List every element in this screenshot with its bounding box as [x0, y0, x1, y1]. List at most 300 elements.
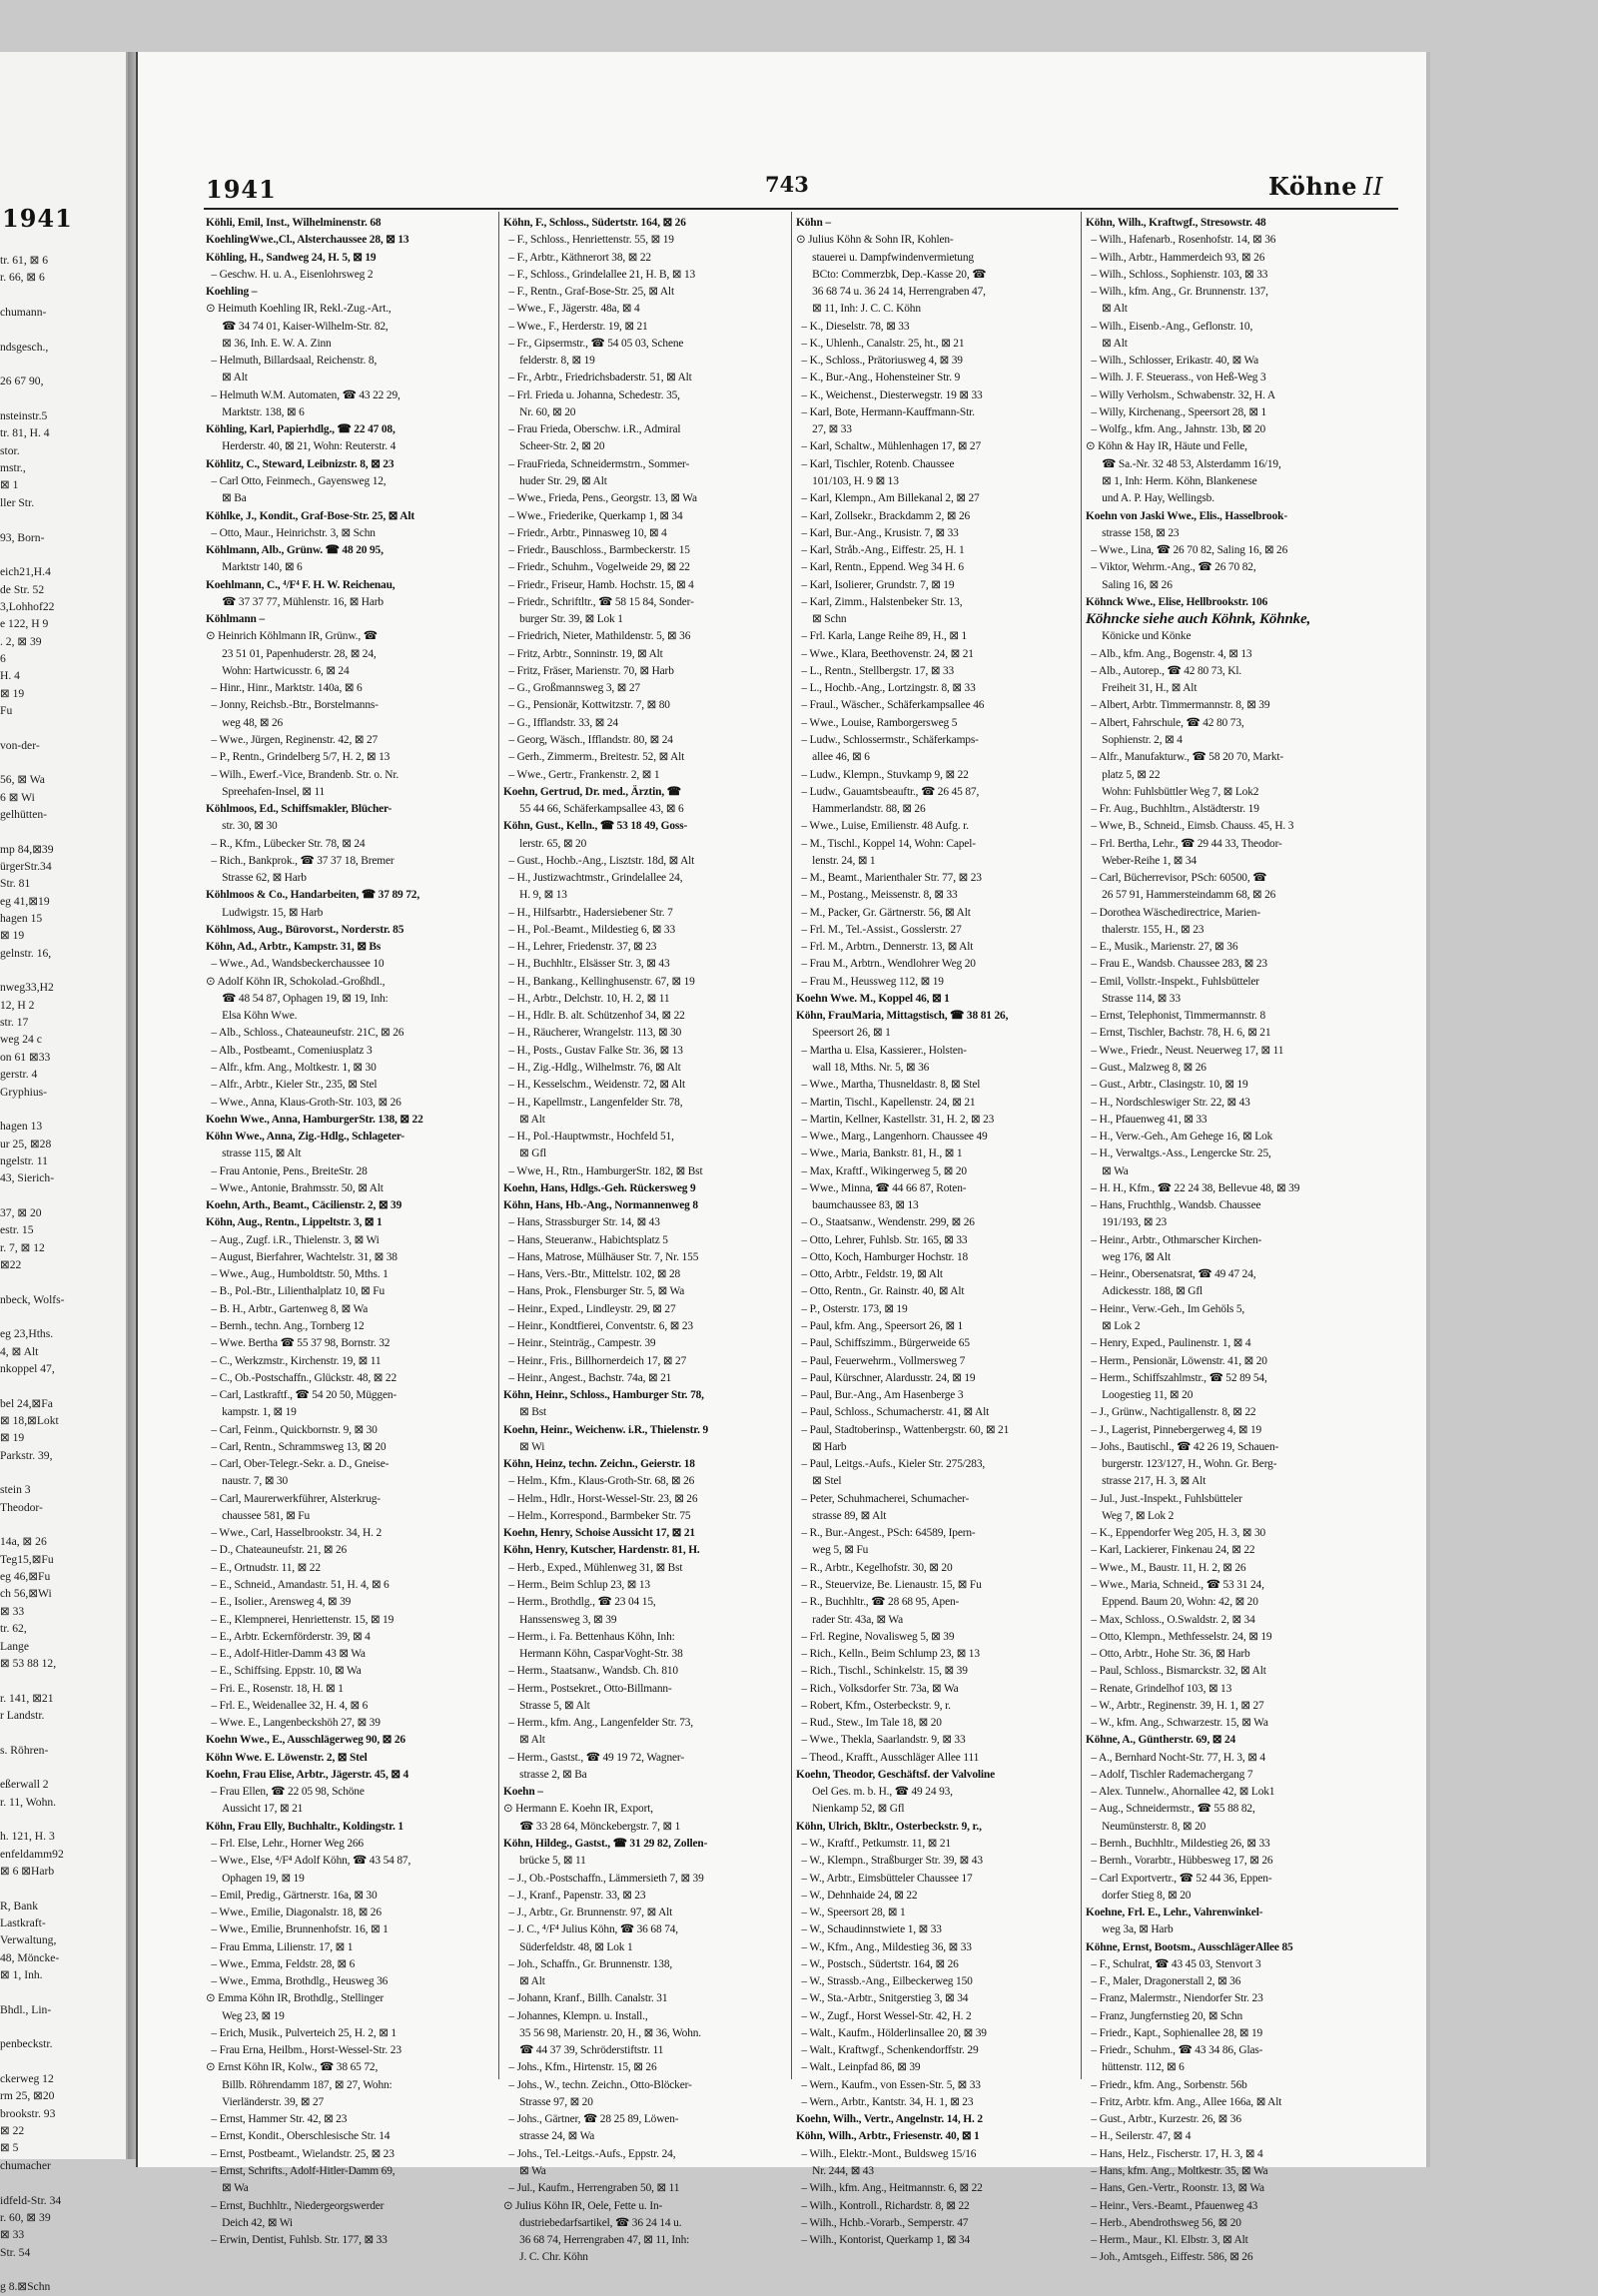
- directory-entry: Koehn Wwe., Anna, HamburgerStr. 138, ⊠ 22: [206, 1113, 423, 1126]
- directory-entry: – H., Buchhltr., Elsässer Str. 3, ⊠ 43: [503, 958, 670, 971]
- previous-page-lines: [0, 252, 130, 2296]
- previous-page-line: [0, 1464, 130, 1481]
- directory-entry: – H., Verw.-Geh., Am Gehege 16, ⊠ Lok: [1086, 1131, 1273, 1144]
- directory-entry: Köhn Wwe. E. Löwenstr. 2, ⊠ Stel: [206, 1751, 368, 1764]
- previous-page-line: estr. 15: [0, 1223, 34, 1237]
- previous-page-line: eg 41,⊠19: [0, 894, 50, 908]
- previous-page-line: ⊠ 19: [0, 686, 25, 700]
- directory-entry: ⊙ Heinrich Köhlmann IR, Grünw., ☎: [206, 630, 378, 643]
- directory-entry: ⊠ Lok 2: [1086, 1320, 1141, 1332]
- directory-entry: dorfer Stieg 8, ⊠ 20: [1086, 1889, 1192, 1902]
- directory-entry: hüttenstr. 112, ⊠ 6: [1086, 2061, 1185, 2074]
- previous-page-line: r. 60, ⊠ 39: [0, 2210, 51, 2224]
- directory-entry: – Jul., Kaufm., Herrengraben 50, ⊠ 11: [503, 2182, 680, 2195]
- directory-entry: – Gust., Arbtr., Clasingstr. 10, ⊠ 19: [1086, 1079, 1248, 1092]
- directory-entry: ⊠ Wa: [503, 2165, 546, 2178]
- previous-page-line: ⊠ 53 88 12,: [0, 1656, 57, 1670]
- directory-entry: ⊙ Emma Köhn IR, Brothdlg., Stellinger: [206, 1992, 385, 2005]
- directory-entry: – Robert, Kfm., Osterbeckstr. 9, r.: [796, 1699, 951, 1712]
- directory-entry: – Wwe., Frieda, Pens., Georgstr. 13, ⊠ Wa: [503, 492, 697, 505]
- directory-entry: Köhn, Frau Elly, Buchhaltr., Koldingstr. 1: [206, 1820, 403, 1833]
- previous-page-line: ller Str.: [0, 495, 35, 509]
- previous-page-line: 6 ⊠ Wi: [0, 790, 35, 804]
- directory-entry: – Emil, Vollstr.-Inspekt., Fuhlsbütteler: [1086, 975, 1259, 988]
- previous-page-line: mp 84,⊠39: [0, 842, 54, 856]
- directory-entry: – Fritz, Arbtr., Sonninstr. 19, ⊠ Alt: [503, 647, 663, 660]
- previous-page-line: Parkstr. 39,: [0, 1448, 53, 1462]
- directory-entry: – Wwe., Emma, Feldstr. 28, ⊠ 6: [206, 1957, 356, 1970]
- previous-page-line: [0, 1516, 130, 1533]
- directory-entry: – K., Eppendorfer Weg 205, H. 3, ⊠ 30: [1086, 1527, 1266, 1540]
- directory-entry: – C., Ob.-Postschaffn., Glückstr. 48, ⊠ 22: [206, 1371, 397, 1384]
- directory-entry: – Alfr., Manufakturw., ☎ 58 20 70, Markt-: [1086, 751, 1284, 764]
- directory-entry: ⊠ Alt: [503, 1975, 545, 1988]
- directory-entry: Köhn, Heinz, techn. Zeichn., Geierstr. 18: [503, 1458, 695, 1471]
- previous-page-line: ⊠ 19: [0, 1431, 25, 1445]
- directory-entry: – Helmuth W.M. Automaten, ☎ 43 22 29,: [206, 388, 400, 401]
- directory-entry: – E., Isolier., Arensweg 4, ⊠ 39: [206, 1596, 352, 1609]
- directory-entry: – Friedr., kfm. Ang., Sorbenstr. 56b: [1086, 2078, 1247, 2091]
- directory-entry: – A., Bernhard Nocht-Str. 77, H. 3, ⊠ 4: [1086, 1751, 1265, 1764]
- directory-entry: – Ernst, Telephonist, Timmermannstr. 8: [1086, 1010, 1265, 1023]
- directory-entry: Köhn, Hans, Hb.-Ang., Normannenweg 8: [503, 1199, 698, 1212]
- directory-entry: – Wwe., Aug., Humboldtstr. 50, Mths. 1: [206, 1268, 389, 1281]
- directory-entry: – Johs., Tel.-Leitgs.-Aufs., Eppstr. 24,: [503, 2147, 676, 2160]
- directory-entry: Wohn: Fuhlsbüttler Weg 7, ⊠ Lok2: [1086, 785, 1259, 798]
- directory-entry: strasse 158, ⊠ 23: [1086, 526, 1180, 539]
- directory-entry: Hanssensweg 3, ⊠ 39: [503, 1613, 617, 1626]
- previous-page-line: hagen 15: [0, 912, 43, 926]
- directory-entry: Ludwigstr. 15, ⊠ Harb: [206, 906, 324, 919]
- directory-entry: – Carl, Rentn., Schrammsweg 13, ⊠ 20: [206, 1440, 387, 1453]
- directory-entry: – Rich., Kelln., Beim Schlump 23, ⊠ 13: [796, 1648, 980, 1661]
- previous-page-line: Verwaltung,: [0, 1933, 57, 1947]
- directory-entry: – Wwe., Friedr., Neust. Neuerweg 17, ⊠ 11: [1086, 1044, 1284, 1057]
- directory-entry: – W., Arbtr., Eimsbütteler Chaussee 17: [796, 1872, 973, 1885]
- directory-entry: – Wwe., Martha, Thusneldastr. 8, ⊠ Stel: [796, 1079, 981, 1092]
- previous-page-line: 6: [0, 651, 6, 665]
- directory-entry: – Wilh. J. F. Steuerass., von Heß-Weg 3: [1086, 372, 1266, 384]
- previous-page-line: 14a, ⊠ 26: [0, 1535, 47, 1549]
- directory-entry: – Walt., Kaufm., Hölderlinsallee 20, ⊠ 39: [796, 2026, 987, 2039]
- directory-entry: ⊠ Alt: [503, 1734, 545, 1747]
- directory-entry: – Karl, Stråb.-Ang., Eiffestr. 25, H. 1: [796, 544, 965, 557]
- directory-entry: – Herb., Abendrothsweg 56, ⊠ 20: [1086, 2216, 1241, 2229]
- directory-entry: wall 18, Mths. Nr. 5, ⊠ 36: [796, 1062, 930, 1075]
- directory-entry: – Otto, Rentn., Gr. Rainstr. 40, ⊠ Alt: [796, 1285, 965, 1298]
- directory-entry: – Frau E., Wandsb. Chaussee 283, ⊠ 23: [1086, 958, 1267, 971]
- directory-entry: Köhlmann –: [206, 613, 265, 626]
- directory-entry: Köhn, F., Schloss., Südertstr. 164, ⊠ 26: [503, 217, 686, 229]
- previous-page-line: [0, 1983, 130, 2000]
- directory-entry: – Friedr., Arbtr., Pinnasweg 10, ⊠ 4: [503, 526, 667, 539]
- directory-entry: – Wwe., Else, ⁴/F⁴ Adolf Köhn, ☎ 43 54 87,: [206, 1855, 411, 1868]
- directory-entry: J. C. Chr. Köhn: [503, 2251, 588, 2264]
- directory-entry: – W., Speersort 28, ⊠ 1: [796, 1907, 906, 1919]
- previous-page-line: chumacher: [0, 2158, 51, 2172]
- directory-entry: – Karl, Klempn., Am Billekanal 2, ⊠ 27: [796, 492, 980, 505]
- directory-entry: – M., Postang., Meissenstr. 8, ⊠ 33: [796, 889, 958, 902]
- previous-page-line: [0, 2174, 130, 2191]
- directory-entry: – G., Pensionär, Kottwitzstr. 7, ⊠ 80: [503, 699, 670, 712]
- directory-entry: Köhn, Henry, Kutscher, Hardenstr. 81, H.: [503, 1544, 700, 1557]
- directory-entry: Wohn: Hartwicusstr. 6, ⊠ 24: [206, 664, 350, 677]
- directory-entry: Köhlitz, C., Steward, Leibnizstr. 8, ⊠ 23: [206, 457, 395, 470]
- directory-entry: – Jul., Just.-Inspekt., Fuhlsbütteler: [1086, 1492, 1242, 1505]
- previous-page-line: [0, 754, 130, 771]
- directory-entry: lenstr. 24, ⊠ 1: [796, 854, 876, 867]
- previous-page-line: ch 56,⊠Wi: [0, 1587, 52, 1601]
- directory-entry: – Gust., Arbtr., Kurzestr. 26, ⊠ 36: [1086, 2113, 1241, 2126]
- directory-entry: kampstr. 1, ⊠ 19: [206, 1406, 297, 1419]
- directory-entry: 55 44 66, Schäferkampsallee 43, ⊠ 6: [503, 803, 684, 816]
- directory-entry: – Alb., Schloss., Chateauneufstr. 21C, ⊠ 26: [206, 1027, 404, 1040]
- previous-page-line: Lastkraft-: [0, 1916, 46, 1929]
- directory-entry: – Wilh., Kontorist, Querkamp 1, ⊠ 34: [796, 2234, 971, 2247]
- directory-entry: – R., Arbtr., Kegelhofstr. 30, ⊠ 20: [796, 1561, 953, 1574]
- directory-entry: BCto: Commerzbk, Dep.-Kasse 20, ☎: [796, 268, 987, 281]
- directory-entry: – W., Sta.-Arbtr., Snitgerstieg 3, ⊠ 34: [796, 1992, 969, 2005]
- directory-entry: – Rich., Tischl., Schinkelstr. 15, ⊠ 39: [796, 1665, 968, 1678]
- previous-page-line: eßerwall 2: [0, 1778, 49, 1792]
- directory-entry: – Alfr., kfm. Ang., Moltkestr. 1, ⊠ 30: [206, 1062, 377, 1075]
- directory-entry: lerstr. 65, ⊠ 20: [503, 837, 587, 850]
- directory-entry: – Herm., Schiffszahlmstr., ☎ 52 89 54,: [1086, 1371, 1267, 1384]
- directory-entry: – Peter, Schuhmacherei, Schumacher-: [796, 1492, 970, 1505]
- directory-entry: – Willy, Kirchenang., Speersort 28, ⊠ 1: [1086, 405, 1267, 418]
- directory-entry: – Frau M., Heussweg 112, ⊠ 19: [796, 975, 944, 988]
- directory-entry: 35 56 98, Marienstr. 20, H., ⊠ 36, Wohn.: [503, 2026, 701, 2039]
- directory-entry: – Max, Kraftf., Wikingerweg 5, ⊠ 20: [796, 1164, 967, 1177]
- directory-entry: – Fritz, Fräser, Marienstr. 70, ⊠ Harb: [503, 664, 674, 677]
- previous-page-line: hagen 13: [0, 1120, 43, 1134]
- directory-entry: strasse 115, ⊠ Alt: [206, 1148, 302, 1160]
- directory-entry: – H. H., Kfm., ☎ 22 24 38, Bellevue 48, ⊠ 39: [1086, 1181, 1300, 1194]
- previous-page-line: r. 7, ⊠ 12: [0, 1240, 45, 1254]
- previous-page-line: [0, 2018, 130, 2035]
- directory-entry: – J., Arbtr., Gr. Brunnenstr. 97, ⊠ Alt: [503, 1907, 673, 1919]
- directory-entry: – Wilh., Ewerf.-Vice, Brandenb. Str. o. Nr.: [206, 768, 400, 781]
- previous-page-line: Lange: [0, 1639, 29, 1653]
- directory-entry: – Rich., Volksdorfer Str. 73a, ⊠ Wa: [796, 1682, 959, 1695]
- directory-entry: ⊠ Alt: [503, 1113, 545, 1126]
- directory-entry: – Ernst, Schrifts., Adolf-Hitler-Damm 69,: [206, 2165, 396, 2178]
- directory-entry: – Wilh., kfm. Ang., Heitmannstr. 6, ⊠ 22: [796, 2182, 983, 2195]
- directory-entry: – Wwe., Antonie, Brahmsstr. 50, ⊠ Alt: [206, 1181, 384, 1194]
- previous-page-line: rm 25, ⊠20: [0, 2089, 55, 2103]
- directory-entry: – Otto, Maur., Heinrichstr. 3, ⊠ Schn: [206, 526, 376, 539]
- directory-entry: – August, Bierfahrer, Wachtelstr. 31, ⊠ 38: [206, 1250, 398, 1263]
- directory-page: [136, 52, 1426, 2264]
- directory-entry: – W., kfm. Ang., Schwarzestr. 15, ⊠ Wa: [1086, 1717, 1268, 1730]
- previous-page-line: [0, 962, 130, 979]
- previous-page-line: R, Bank: [0, 1899, 39, 1913]
- directory-entry: – Carl, Maurerwerkführer, Alsterkrug-: [206, 1492, 381, 1505]
- directory-entry: – Paul, Kürschner, Alardusstr. 24, ⊠ 19: [796, 1371, 976, 1384]
- previous-page-line: str. 17: [0, 1016, 29, 1030]
- previous-page-line: brookstr. 93: [0, 2106, 56, 2120]
- directory-entry: – Theod., Krafft., Ausschläger Allee 111: [796, 1751, 980, 1764]
- directory-entry: ⊠ Wa: [1086, 1164, 1129, 1177]
- directory-entry: – H., Verwaltgs.-Ass., Lengercke Str. 25,: [1086, 1148, 1271, 1160]
- directory-entry: Köhn, Ad., Arbtr., Kampstr. 31, ⊠ Bs: [206, 941, 382, 954]
- directory-entry: – Otto, Koch, Hamburger Hochstr. 18: [796, 1250, 969, 1263]
- directory-entry: – Otto, Klempn., Methfesselstr. 24, ⊠ 19: [1086, 1630, 1272, 1643]
- directory-entry: – J., Ob.-Postschaffn., Lämmersieth 7, ⊠ 39: [503, 1872, 704, 1885]
- directory-entry: – Karl, Bur.-Ang., Krusistr. 7, ⊠ 33: [796, 526, 959, 539]
- previous-page-line: penbeckstr.: [0, 2037, 53, 2051]
- directory-entry: – Wilh., Arbtr., Hammerdeich 93, ⊠ 26: [1086, 251, 1265, 264]
- directory-entry: Weg 23, ⊠ 19: [206, 2009, 285, 2022]
- directory-entry: – H., Posts., Gustav Falke Str. 36, ⊠ 13: [503, 1044, 683, 1057]
- previous-page-line: [0, 390, 130, 407]
- directory-entry: Könicke und Könke: [1086, 630, 1192, 643]
- directory-entry: – E., Musik., Marienstr. 27, ⊠ 36: [1086, 941, 1238, 954]
- directory-entry: – Paul, Schloss., Schumacherstr. 41, ⊠ Alt: [796, 1406, 990, 1419]
- directory-entry: – F., Schloss., Henriettenstr. 55, ⊠ 19: [503, 234, 674, 247]
- directory-entry: – Ernst, Postbeamt., Wielandstr. 25, ⊠ 23: [206, 2147, 395, 2160]
- directory-entry: Freiheit 31, H., ⊠ Alt: [1086, 682, 1198, 695]
- directory-entry: – K., Uhlenh., Canalstr. 25, ht., ⊠ 21: [796, 337, 965, 350]
- previous-page-line: von-der-: [0, 738, 40, 752]
- directory-entry: ⊙ Heimuth Koehling IR, Rekl.-Zug.-Art.,: [206, 303, 392, 316]
- directory-entry: – Wilh., Eisenb.-Ang., Geflonstr. 10,: [1086, 320, 1253, 333]
- directory-entry: – Wwe., F., Jägerstr. 48a, ⊠ 4: [503, 303, 640, 316]
- directory-entry: – Friedr., Bauschloss., Barmbeckerstr. 15: [503, 544, 690, 557]
- directory-entry: – Ernst, Kondit., Oberschlesische Str. 14: [206, 2130, 391, 2143]
- directory-entry: Vierländerstr. 39, ⊠ 27: [206, 2095, 325, 2108]
- directory-entry: 23 51 01, Papenhuderstr. 28, ⊠ 24,: [206, 647, 377, 660]
- previous-page-line: mstr.,: [0, 461, 26, 475]
- directory-entry: – Dorothea Wäschedirectrice, Marien-: [1086, 906, 1260, 919]
- directory-entry: – Wwe., Marg., Langenhorn. Chaussee 49: [796, 1131, 988, 1144]
- directory-entry: – Karl, Tischler, Rotenb. Chaussee: [796, 457, 955, 470]
- previous-page-line: [0, 1880, 130, 1897]
- directory-entry: – F., Arbtr., Käthnerort 38, ⊠ 22: [503, 251, 651, 264]
- directory-entry: – Wern., Arbtr., Kantstr. 34, H. 1, ⊠ 23: [796, 2095, 974, 2108]
- directory-entry: – W., Arbtr., Reginenstr. 39, H. 1, ⊠ 27: [1086, 1699, 1264, 1712]
- directory-entry: Köhling, H., Sandweg 24, H. 5, ⊠ 19: [206, 251, 377, 264]
- page-year: 1941: [206, 175, 277, 204]
- directory-entry: – Albert, Fahrschule, ☎ 42 80 73,: [1086, 716, 1244, 729]
- directory-entry: – Frl. M., Tel.-Assist., Gosslerstr. 27: [796, 923, 962, 936]
- directory-entry: 27, ⊠ 33: [796, 423, 852, 436]
- directory-entry: – H., Kapellmstr., Langenfelder Str. 78,: [503, 1096, 683, 1109]
- previous-page-line: stein 3: [0, 1483, 31, 1497]
- directory-entry: – Hans, kfm. Ang., Moltkestr. 35, ⊠ Wa: [1086, 2165, 1268, 2178]
- previous-page-line: nweg33,H2: [0, 981, 54, 995]
- previous-page-line: Teg15,⊠Fu: [0, 1552, 54, 1566]
- directory-entry: – Ludw., Gauamtsbeauftr., ☎ 26 45 87,: [796, 785, 980, 798]
- directory-entry: – Karl, Isolierer, Grundstr. 7, ⊠ 19: [796, 578, 955, 591]
- directory-entry: – D., Chateauneufstr. 21, ⊠ 26: [206, 1544, 348, 1557]
- directory-entry: – W., Postsch., Südertstr. 164, ⊠ 26: [796, 1957, 959, 1970]
- directory-entry: – W., Klempn., Straßburger Str. 39, ⊠ 43: [796, 1855, 983, 1868]
- directory-entry: – Otto, Arbtr., Feldstr. 19, ⊠ Alt: [796, 1268, 943, 1281]
- directory-entry: Marktstr. 138, ⊠ 6: [206, 405, 305, 418]
- directory-entry: – H., Kesselschm., Weidenstr. 72, ⊠ Alt: [503, 1079, 685, 1092]
- directory-entry: – O., Staatsanw., Wendenstr. 299, ⊠ 26: [796, 1216, 975, 1229]
- directory-entry: – Friedr., Schriftltr., ☎ 58 15 84, Sonder-: [503, 595, 694, 608]
- previous-page-line: 37, ⊠ 20: [0, 1205, 42, 1219]
- directory-entry: – Friedr., Friseur, Hamb. Hochstr. 15, ⊠ 4: [503, 578, 694, 591]
- directory-entry: – H., Justizwachtmstr., Grindelallee 24,: [503, 872, 683, 885]
- previous-page-line: [0, 1273, 130, 1290]
- directory-entry: – Martha u. Elsa, Kassierer., Holsten-: [796, 1044, 967, 1057]
- previous-page-line: [0, 356, 130, 373]
- directory-entry: – J., Lagerist, Pinnebergerweg 4, ⊠ 19: [1086, 1423, 1262, 1436]
- directory-entry: felderstr. 8, ⊠ 19: [503, 355, 595, 368]
- previous-page-line: 48, Möncke-: [0, 1950, 60, 1964]
- directory-entry: – Joh., Amtsgeh., Eiffestr. 586, ⊠ 26: [1086, 2251, 1253, 2264]
- directory-entry: Nienkamp 52, ⊠ Gfl: [796, 1803, 905, 1816]
- directory-entry: Koehn, Heinr., Weichenw. i.R., Thielenstr. 9: [503, 1423, 709, 1436]
- directory-entry: burger Str. 39, ⊠ Lok 1: [503, 613, 623, 626]
- directory-entry: – Herm., Brothdlg., ☎ 23 04 15,: [503, 1596, 656, 1609]
- directory-entry: – J., Kranf., Papenstr. 33, ⊠ 23: [503, 1889, 646, 1902]
- previous-page-line: g 8.⊠Schn: [0, 2280, 51, 2294]
- directory-entry: naustr. 7, ⊠ 30: [206, 1475, 289, 1488]
- directory-entry: Koehn, Arth., Beamt., Cäcilienstr. 2, ⊠ 39: [206, 1199, 402, 1212]
- directory-entry: – E., Adolf-Hitler-Damm 43 ⊠ Wa: [206, 1648, 366, 1661]
- directory-entry: Herderstr. 40, ⊠ 21, Wohn: Reuterstr. 4: [206, 440, 397, 453]
- directory-entry: und A. P. Hay, Wellingsb.: [1086, 492, 1214, 505]
- directory-entry: Köhncke siehe auch Köhnk, Köhnke,: [1086, 611, 1311, 628]
- previous-page-line: weg 24 c: [0, 1033, 42, 1047]
- directory-entry: – J. C., ⁴/F⁴ Julius Köhn, ☎ 36 68 74,: [503, 1923, 678, 1936]
- directory-entry: – Bernh., Buchhltr., Mildestieg 26, ⊠ 33: [1086, 1837, 1270, 1850]
- directory-entry: – Johs., Gärtner, ☎ 28 25 89, Löwen-: [503, 2113, 679, 2126]
- directory-entry: Köhlmoos & Co., Handarbeiten, ☎ 37 89 72,: [206, 889, 420, 902]
- previous-page-line: tr. 81, H. 4: [0, 426, 50, 440]
- directory-entry: – W., Zugf., Horst Wessel-Str. 42, H. 2: [796, 2009, 972, 2022]
- directory-entry: – Wilh., Schlosser, Erikastr. 40, ⊠ Wa: [1086, 355, 1259, 368]
- directory-entry: – Hinr., Hinr., Marktstr. 140a, ⊠ 6: [206, 682, 363, 695]
- directory-entry: – H., Räucherer, Wrangelstr. 113, ⊠ 30: [503, 1027, 682, 1040]
- directory-entry: Billb. Röhrendamm 187, ⊠ 27, Wohn:: [206, 2078, 393, 2091]
- directory-entry: – Wilh., Hchb.-Vorarb., Semperstr. 47: [796, 2216, 969, 2229]
- previous-page-line: [0, 2053, 130, 2070]
- directory-entry: – H., Zig.-Hdlg., Wilhelmstr. 76, ⊠ Alt: [503, 1062, 681, 1075]
- directory-entry: – Wwe., Friederike, Querkamp 1, ⊠ 34: [503, 509, 683, 522]
- directory-entry: Marktstr 140, ⊠ 6: [206, 561, 303, 574]
- previous-page-line: ürgerStr.34: [0, 860, 52, 874]
- previous-page-line: gerstr. 4: [0, 1068, 38, 1082]
- directory-entry: weg 48, ⊠ 26: [206, 716, 284, 729]
- directory-entry: – Paul, Leitgs.-Aufs., Kieler Str. 275/283,: [796, 1458, 986, 1471]
- previous-page-line: bel 24,⊠Fa: [0, 1396, 53, 1410]
- previous-page-line: stor.: [0, 443, 20, 457]
- page-number: 743: [765, 172, 809, 197]
- directory-entry: ☎ 48 54 87, Ophagen 19, ⊠ 19, Inh:: [206, 992, 389, 1005]
- directory-entry: – Friedr., Schuhm., Vogelweide 29, ⊠ 22: [503, 561, 690, 574]
- directory-entry: – Ludw., Klempn., Stuvkamp 9, ⊠ 22: [796, 768, 969, 781]
- directory-entry: ☎ 44 37 39, Schröderstiftstr. 11: [503, 2044, 664, 2057]
- directory-entry: – Hans, Steueranw., Habichtsplatz 5: [503, 1233, 668, 1246]
- previous-page-line: [0, 1724, 130, 1741]
- directory-entry: – Martin, Kellner, Kastellstr. 31, H. 2, ⊠ 23: [796, 1113, 995, 1126]
- header-rule: [204, 208, 1398, 210]
- directory-entry: ☎ 33 28 64, Mönckebergstr. 7, ⊠ 1: [503, 1820, 681, 1833]
- previous-page-line: nsteinstr.5: [0, 409, 48, 423]
- directory-entry: – Wwe. Bertha ☎ 55 37 98, Bornstr. 32: [206, 1337, 391, 1350]
- directory-entry: – Wilh., Elektr.-Mont., Buldsweg 15/16: [796, 2147, 977, 2160]
- directory-entry: ⊠ 36, Inh. E. W. A. Zinn: [206, 337, 332, 350]
- directory-column-1: [206, 215, 495, 2247]
- directory-entry: – Paul, Stadtoberinsp., Wattenbergstr. 60, ⊠ 21: [796, 1423, 1010, 1436]
- directory-entry: – H., Hdlr. B. alt. Schützenhof 34, ⊠ 22: [503, 1010, 685, 1023]
- previous-page-line: eg 46,⊠Fu: [0, 1570, 51, 1584]
- directory-entry: – H., Pol.-Beamt., Mildestieg 6, ⊠ 33: [503, 923, 676, 936]
- directory-entry: – Albert, Arbtr. Timmermannstr. 8, ⊠ 39: [1086, 699, 1270, 712]
- directory-entry: Köhn, Wilh., Arbtr., Friesenstr. 40, ⊠ 1: [796, 2130, 980, 2143]
- directory-entry: – P., Rentn., Grindelberg 5/7, H. 2, ⊠ 13: [206, 751, 391, 764]
- directory-entry: – Wwe., Lina, ☎ 26 70 82, Saling 16, ⊠ 26: [1086, 544, 1288, 557]
- directory-entry: – Frau Erna, Heilbm., Horst-Wessel-Str. 23: [206, 2044, 401, 2057]
- directory-entry: weg 3a, ⊠ Harb: [1086, 1923, 1174, 1936]
- directory-entry: – Wwe., Ad., Wandsbeckerchaussee 10: [206, 958, 385, 971]
- previous-page-line: ckerweg 12: [0, 2072, 54, 2086]
- previous-page-line: 56, ⊠ Wa: [0, 773, 45, 787]
- directory-entry: – Helm., Korrespond., Barmbeker Str. 75: [503, 1509, 691, 1522]
- directory-entry: platz 5, ⊠ 22: [1086, 768, 1161, 781]
- directory-entry: – M., Tischl., Koppel 14, Wohn: Capel-: [796, 837, 976, 850]
- directory-column-2: [503, 215, 789, 2264]
- previous-page-line: . 2, ⊠ 39: [0, 634, 42, 648]
- directory-entry: – Karl, Lackierer, Finkenau 24, ⊠ 22: [1086, 1544, 1255, 1557]
- previous-page-line: r Landstr.: [0, 1708, 45, 1722]
- directory-entry: – Henry, Exped., Paulinenstr. 1, ⊠ 4: [1086, 1337, 1251, 1350]
- directory-entry: baumchaussee 83, ⊠ 13: [796, 1199, 919, 1212]
- previous-page-line: ⊠22: [0, 1257, 22, 1271]
- directory-entry: Koehn, Frau Elise, Arbtr., Jägerstr. 45, ⊠ 4: [206, 1768, 409, 1781]
- directory-entry: – Karl, Zimm., Halstenbeker Str. 13,: [796, 595, 963, 608]
- previous-page-line: [0, 1101, 130, 1118]
- directory-column-4: [1086, 215, 1385, 2264]
- directory-entry: – Wwe., Maria, Schneid., ☎ 53 31 24,: [1086, 1578, 1264, 1591]
- directory-entry: huder Str. 29, ⊠ Alt: [503, 474, 607, 487]
- directory-entry: – Wwe., Gertr., Frankenstr. 2, ⊠ 1: [503, 768, 660, 781]
- directory-entry: – Carl, Lastkraftf., ☎ 54 20 50, Müggen-: [206, 1389, 398, 1402]
- directory-entry: Köhli, Emil, Inst., Wilhelminenstr. 68: [206, 217, 382, 229]
- directory-entry: Weber-Reihe 1, ⊠ 34: [1086, 854, 1197, 867]
- directory-entry: – Karl, Zollsekr., Brackdamm 2, ⊠ 26: [796, 509, 971, 522]
- directory-entry: Köhne, A., Güntherstr. 69, ⊠ 24: [1086, 1734, 1236, 1747]
- directory-entry: ☎ Sa.-Nr. 32 48 53, Alsterdamm 16/19,: [1086, 457, 1281, 470]
- directory-entry: – Wwe., Emilie, Brunnenhofstr. 16, ⊠ 1: [206, 1923, 389, 1936]
- directory-entry: – Herb., Exped., Mühlenweg 31, ⊠ Bst: [503, 1561, 683, 1574]
- directory-entry: – Jonny, Reichsb.-Btr., Borstelmanns-: [206, 699, 379, 712]
- directory-entry: Hammerlandstr. 88, ⊠ 26: [796, 803, 926, 816]
- directory-entry: Koehling –: [206, 286, 258, 299]
- directory-entry: – Wwe., Luise, Emilienstr. 48 Aufg. r.: [796, 820, 969, 833]
- directory-entry: – Paul, Feuerwehrm., Vollmersweg 7: [796, 1354, 966, 1367]
- directory-entry: – E., Schneid., Amandastr. 51, H. 4, ⊠ 6: [206, 1578, 390, 1591]
- previous-page-line: 4, ⊠ Alt: [0, 1344, 39, 1358]
- directory-entry: Koehn, Hans, Hdlgs.-Geh. Rückersweg 9: [503, 1181, 696, 1194]
- directory-entry: ⊠ 1, Inh: Herm. Köhn, Blankenese: [1086, 474, 1257, 487]
- directory-entry: – Wwe., Anna, Klaus-Groth-Str. 103, ⊠ 26: [206, 1096, 401, 1109]
- previous-page-line: ⊠ 5: [0, 2141, 19, 2155]
- directory-entry: Loogestieg 11, ⊠ 20: [1086, 1389, 1194, 1402]
- directory-entry: – Wolfg., kfm. Ang., Jahnstr. 13b, ⊠ 20: [1086, 423, 1266, 436]
- directory-entry: Sophienstr. 2, ⊠ 4: [1086, 733, 1183, 746]
- previous-page-line: ⊠ 1, Inh.: [0, 1968, 43, 1982]
- directory-entry: Köhn, Ulrich, Bkltr., Osterbeckstr. 9, r.,: [796, 1820, 982, 1833]
- directory-entry: – H., Pfauenweg 41, ⊠ 33: [1086, 1113, 1207, 1126]
- directory-entry: – Hans, Matrose, Mülhäuser Str. 7, Nr. 155: [503, 1250, 699, 1263]
- directory-entry: – Ludw., Schlossermstr., Schäferkamps-: [796, 733, 979, 746]
